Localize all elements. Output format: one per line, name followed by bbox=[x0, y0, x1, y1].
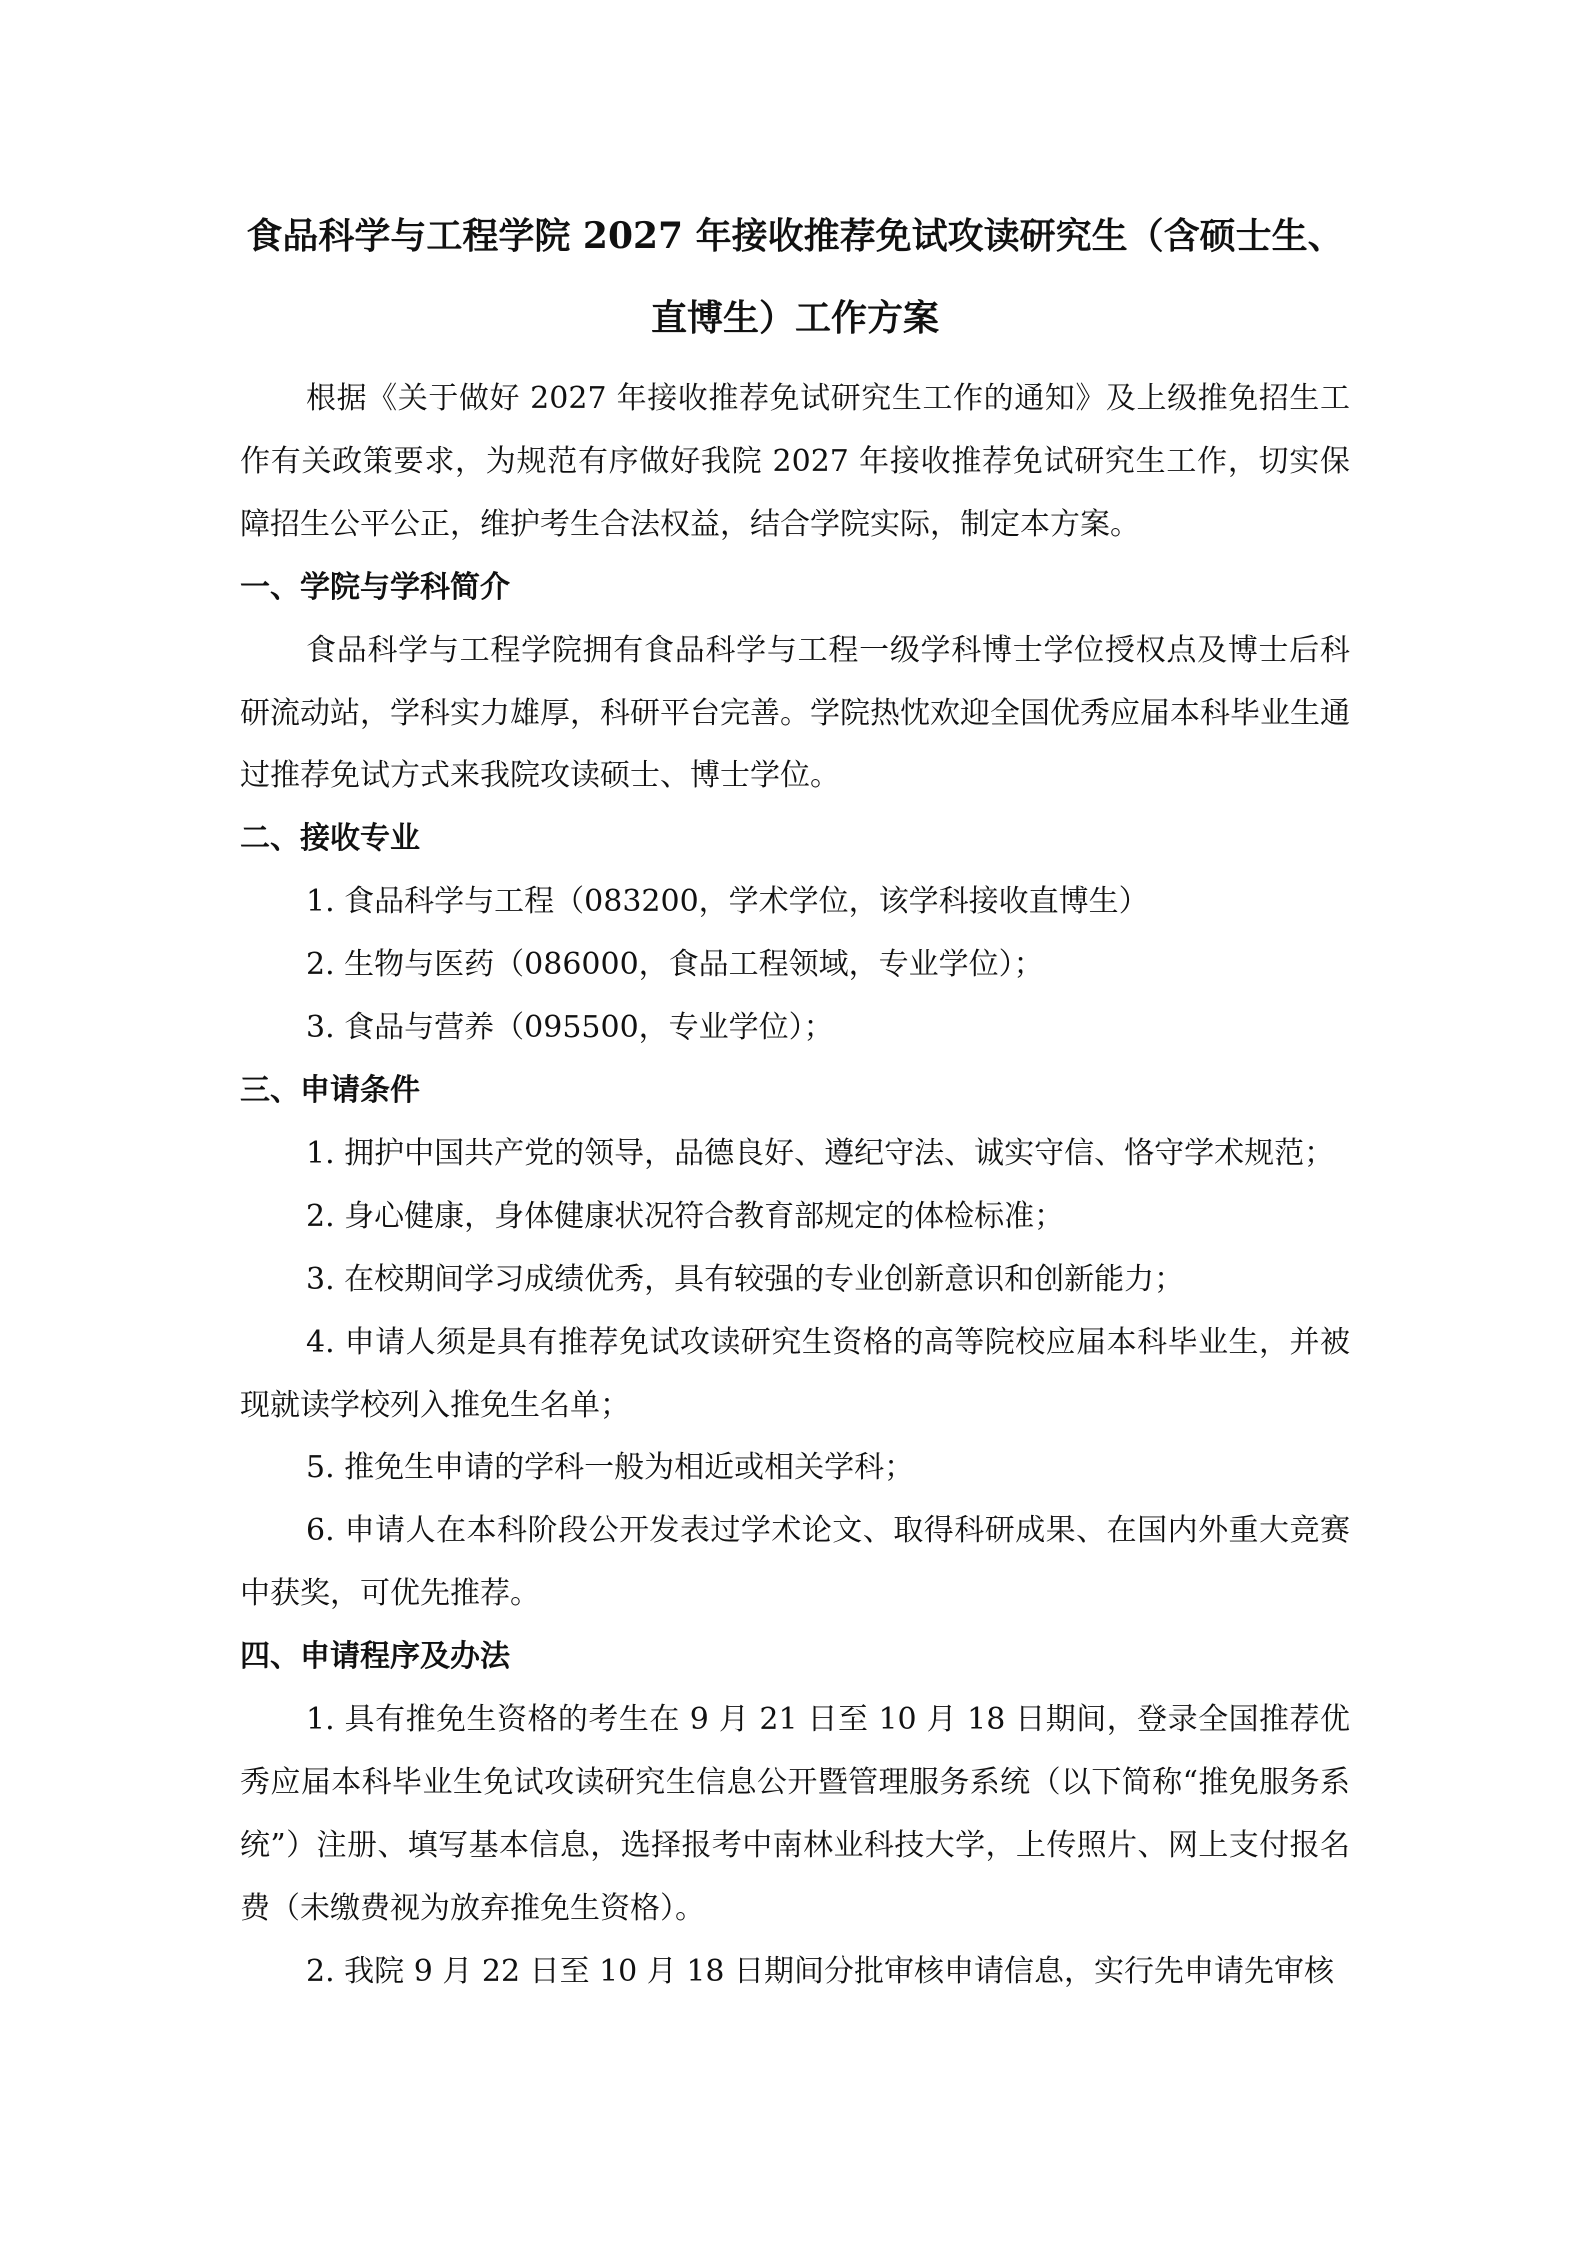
intro-paragraph: 根据《关于做好 2027 年接收推荐免试研究生工作的通知》及上级推免招生工作有关政策要求，为规范有序做好我院 2027 年接收推荐免试研究生工作，切实保障招生公平公正，维护考生合法权益，结合学院实际，制定本方案。 bbox=[240, 381, 1350, 542]
condition-item: 3. 在校期间学习成绩优秀，具有较强的专业创新意识和创新能力； bbox=[306, 1261, 1185, 1297]
procedure-item: 1. 具有推免生资格的考生在 9 月 21 日至 10 月 18 日期间，登录全国推荐优秀应届本科毕业生免试攻读研究生信息公开暨管理服务系统（以下简称“推免服务系统”）注册、填写基本信息，选择报考中南林业科技大学，上传照片、网上支付报名费（未缴费视为放弃推免生资格）。 bbox=[240, 1702, 1350, 1926]
section-heading-intro: 一、学院与学科简介 bbox=[240, 569, 510, 605]
section-heading-majors: 二、接收专业 bbox=[240, 821, 420, 857]
major-item: 2. 生物与医药（086000，食品工程领域，专业学位）； bbox=[306, 947, 1044, 983]
procedure-item: 2. 我院 9 月 22 日至 10 月 18 日期间分批审核申请信息，实行先申请先审核 bbox=[306, 1953, 1335, 1989]
section-heading-conditions: 三、申请条件 bbox=[240, 1072, 420, 1108]
condition-item: 5. 推免生申请的学科一般为相近或相关学科； bbox=[306, 1450, 915, 1486]
major-item: 1. 食品科学与工程（083200，学术学位，该学科接收直博生） bbox=[306, 884, 1149, 920]
condition-item: 1. 拥护中国共产党的领导，品德良好、遵纪守法、诚实守信、恪守学术规范； bbox=[306, 1135, 1335, 1171]
document-title-line-1: 食品科学与工程学院 2027 年接收推荐免试攻读研究生（含硕士生、 bbox=[246, 215, 1344, 257]
section-heading-procedure: 四、申请程序及办法 bbox=[240, 1639, 510, 1675]
document-title-line-2: 直博生）工作方案 bbox=[650, 297, 939, 339]
condition-item: 6. 申请人在本科阶段公开发表过学术论文、取得科研成果、在国内外重大竞赛中获奖，可优先推荐。 bbox=[240, 1513, 1350, 1612]
document-body bbox=[240, 368, 1350, 2004]
condition-item: 4. 申请人须是具有推荐免试攻读研究生资格的高等院校应届本科毕业生，并被现就读学校列入推免生名单； bbox=[240, 1324, 1350, 1423]
section-paragraph-intro: 食品科学与工程学院拥有食品科学与工程一级学科博士学位授权点及博士后科研流动站，学科实力雄厚，科研平台完善。学院热忱欢迎全国优秀应届本科毕业生通过推荐免试方式来我院攻读硕士、博士学位。 bbox=[240, 632, 1350, 794]
major-item: 3. 食品与营养（095500，专业学位）； bbox=[306, 1010, 834, 1046]
condition-item: 2. 身心健康，身体健康状况符合教育部规定的体检标准； bbox=[306, 1198, 1065, 1234]
